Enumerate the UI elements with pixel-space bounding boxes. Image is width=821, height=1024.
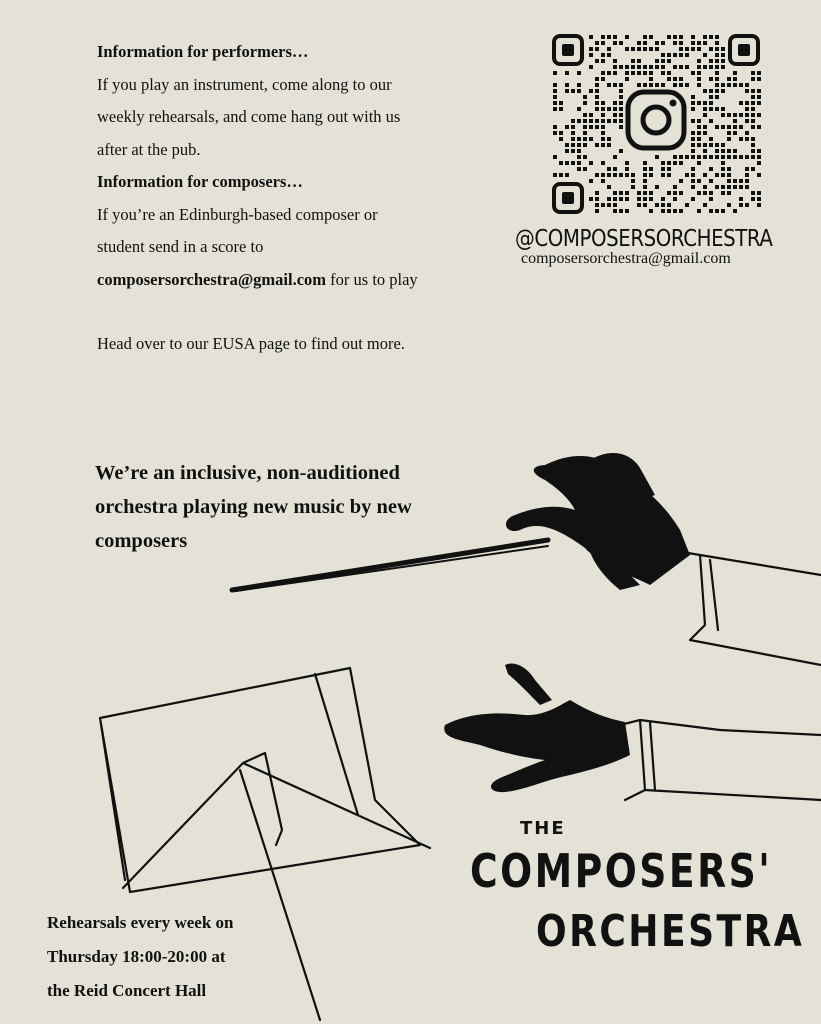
tagline-line: composers (95, 530, 188, 552)
instagram-icon (628, 92, 684, 148)
tagline-line: orchestra playing new music by new (95, 496, 412, 518)
brand-composers: COMPOSERS' (470, 844, 773, 898)
lower-sleeve (620, 720, 821, 800)
composers-text-rest: for us to play (326, 269, 418, 289)
performers-text-line: If you play an instrument, come along to our (97, 74, 392, 94)
composers-text-line (97, 264, 537, 297)
performers-heading: Information for performers… (97, 42, 309, 61)
qr-code[interactable] (550, 32, 762, 216)
info-section (97, 36, 537, 361)
brand-orchestra: ORCHESTRA (536, 906, 805, 957)
upper-hand (506, 453, 690, 590)
qr-email[interactable]: composersorchestra@gmail.com (521, 250, 731, 267)
tagline (95, 456, 515, 558)
composers-email-link[interactable]: composersorchestra@gmail.com (97, 269, 327, 289)
rehearsal-line: Rehearsals every week on (47, 913, 234, 932)
rehearsal-line: Thursday 18:00-20:00 at (47, 947, 226, 966)
brand-the: THE (520, 818, 566, 839)
eusa-text: Head over to our EUSA page to find out more. (97, 334, 405, 353)
performers-text-line: after at the pub. (97, 139, 201, 159)
composers-text-line: If you’re an Edinburgh-based composer or (97, 204, 378, 224)
upper-sleeve (640, 545, 821, 665)
lower-hand (444, 663, 630, 792)
rehearsal-line: the Reid Concert Hall (47, 981, 207, 1000)
composers-text-line: student send in a score to (97, 237, 264, 256)
instagram-handle[interactable]: @COMPOSERSORCHESTRA (515, 226, 773, 252)
composers-heading: Information for composers… (97, 172, 303, 191)
tagline-line: We’re an inclusive, non-auditioned (95, 462, 400, 484)
rehearsal-info (47, 906, 317, 1008)
performers-text-line: weekly rehearsals, and come hang out with us (97, 107, 401, 126)
